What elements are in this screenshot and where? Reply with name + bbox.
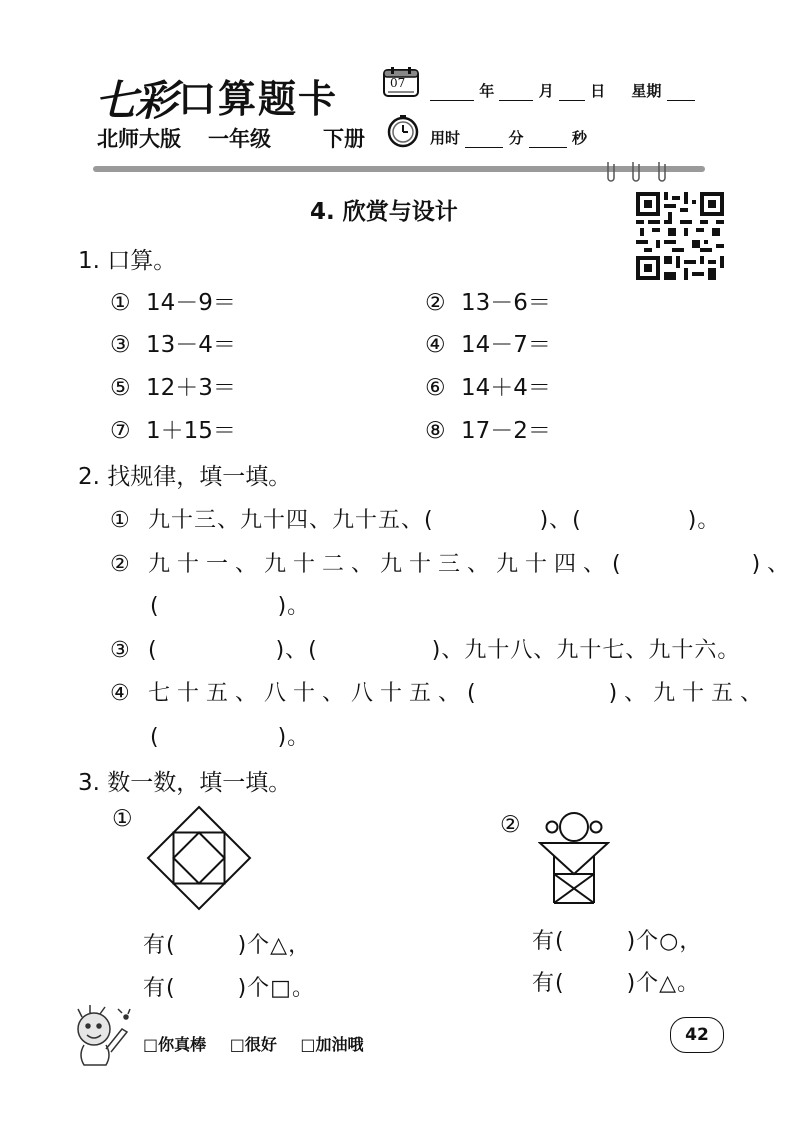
eval-option-try-harder[interactable]: □加油哦 <box>300 1035 364 1054</box>
problem-5: ⑤ 12＋3＝ <box>110 375 236 401</box>
second-label: 秒 <box>571 129 587 147</box>
day-blank[interactable] <box>559 86 585 101</box>
year-label: 年 <box>479 82 495 100</box>
second-blank[interactable] <box>529 133 567 148</box>
calendar-day: 07 <box>390 76 406 90</box>
page-title: 4. 欣赏与设计 <box>310 199 458 225</box>
day-label: 日 <box>590 82 606 100</box>
eval-option-good[interactable]: □很好 <box>229 1035 277 1054</box>
brand-script: 七彩 <box>95 76 176 125</box>
figure-2-number: ② <box>500 812 521 838</box>
brand-name: 口算题卡 <box>178 77 339 121</box>
problem-8: ⑧ 17－2＝ <box>425 418 551 444</box>
problem-3: ③ 13－4＝ <box>110 332 236 358</box>
week-label: 星期 <box>631 82 662 100</box>
time-line <box>430 127 587 148</box>
minute-blank[interactable] <box>465 133 503 148</box>
pattern-row-1: ① 九十三、九十四、九十五、( )、( )。 <box>110 508 721 533</box>
figure-1-diamond-square <box>146 805 252 911</box>
page-number: 42 <box>670 1017 724 1053</box>
pattern-row-3: ③ ( )、( )、九十八、九十七、九十六。 <box>110 638 741 663</box>
mascot-icon <box>70 1003 134 1069</box>
problem-2: ② 13－6＝ <box>425 290 551 316</box>
figure-2-circle-count: 有( )个○， <box>532 929 703 954</box>
week-blank[interactable] <box>667 86 695 101</box>
figure-1-triangle-count: 有( )个△， <box>143 933 312 958</box>
problem-7: ⑦ 1＋15＝ <box>110 418 236 444</box>
problem-4: ④ 14－7＝ <box>425 332 551 358</box>
pattern-row-4: ④ 七十五、八十、八十五、( )、九十五、 <box>110 681 770 706</box>
qr-code[interactable] <box>636 192 724 280</box>
figure-1-number: ① <box>112 806 133 832</box>
problem-6: ⑥ 14＋4＝ <box>425 375 551 401</box>
minute-label: 分 <box>508 129 524 147</box>
pattern-row-2: ② 九十一、九十二、九十三、九十四、( )、 <box>110 552 797 577</box>
month-label: 月 <box>538 82 554 100</box>
figure-2-figure <box>538 810 610 906</box>
pattern-row-2-cont: ( )。 <box>150 594 311 619</box>
time-label: 用时 <box>430 129 461 147</box>
grade-label: 一年级 <box>208 127 271 151</box>
eval-option-great[interactable]: □你真棒 <box>143 1035 207 1054</box>
section-2-heading: 2. 找规律，填一填。 <box>78 464 292 490</box>
header-divider <box>93 162 705 182</box>
edition-label: 北师大版 <box>97 127 181 151</box>
problem-1: ① 14－9＝ <box>110 290 236 316</box>
figure-1-square-count: 有( )个□。 <box>143 976 315 1001</box>
volume-label: 下册 <box>323 127 365 151</box>
self-evaluation <box>143 1032 382 1055</box>
pattern-row-4-cont: ( )。 <box>150 725 311 750</box>
section-1-heading: 1. 口算。 <box>78 248 177 274</box>
clock-icon <box>386 114 420 148</box>
month-blank[interactable] <box>499 86 533 101</box>
figure-2-triangle-count: 有( )个△。 <box>532 971 701 996</box>
section-3-heading: 3. 数一数，填一填。 <box>78 770 292 796</box>
date-line <box>430 80 695 101</box>
year-blank[interactable] <box>430 86 474 101</box>
